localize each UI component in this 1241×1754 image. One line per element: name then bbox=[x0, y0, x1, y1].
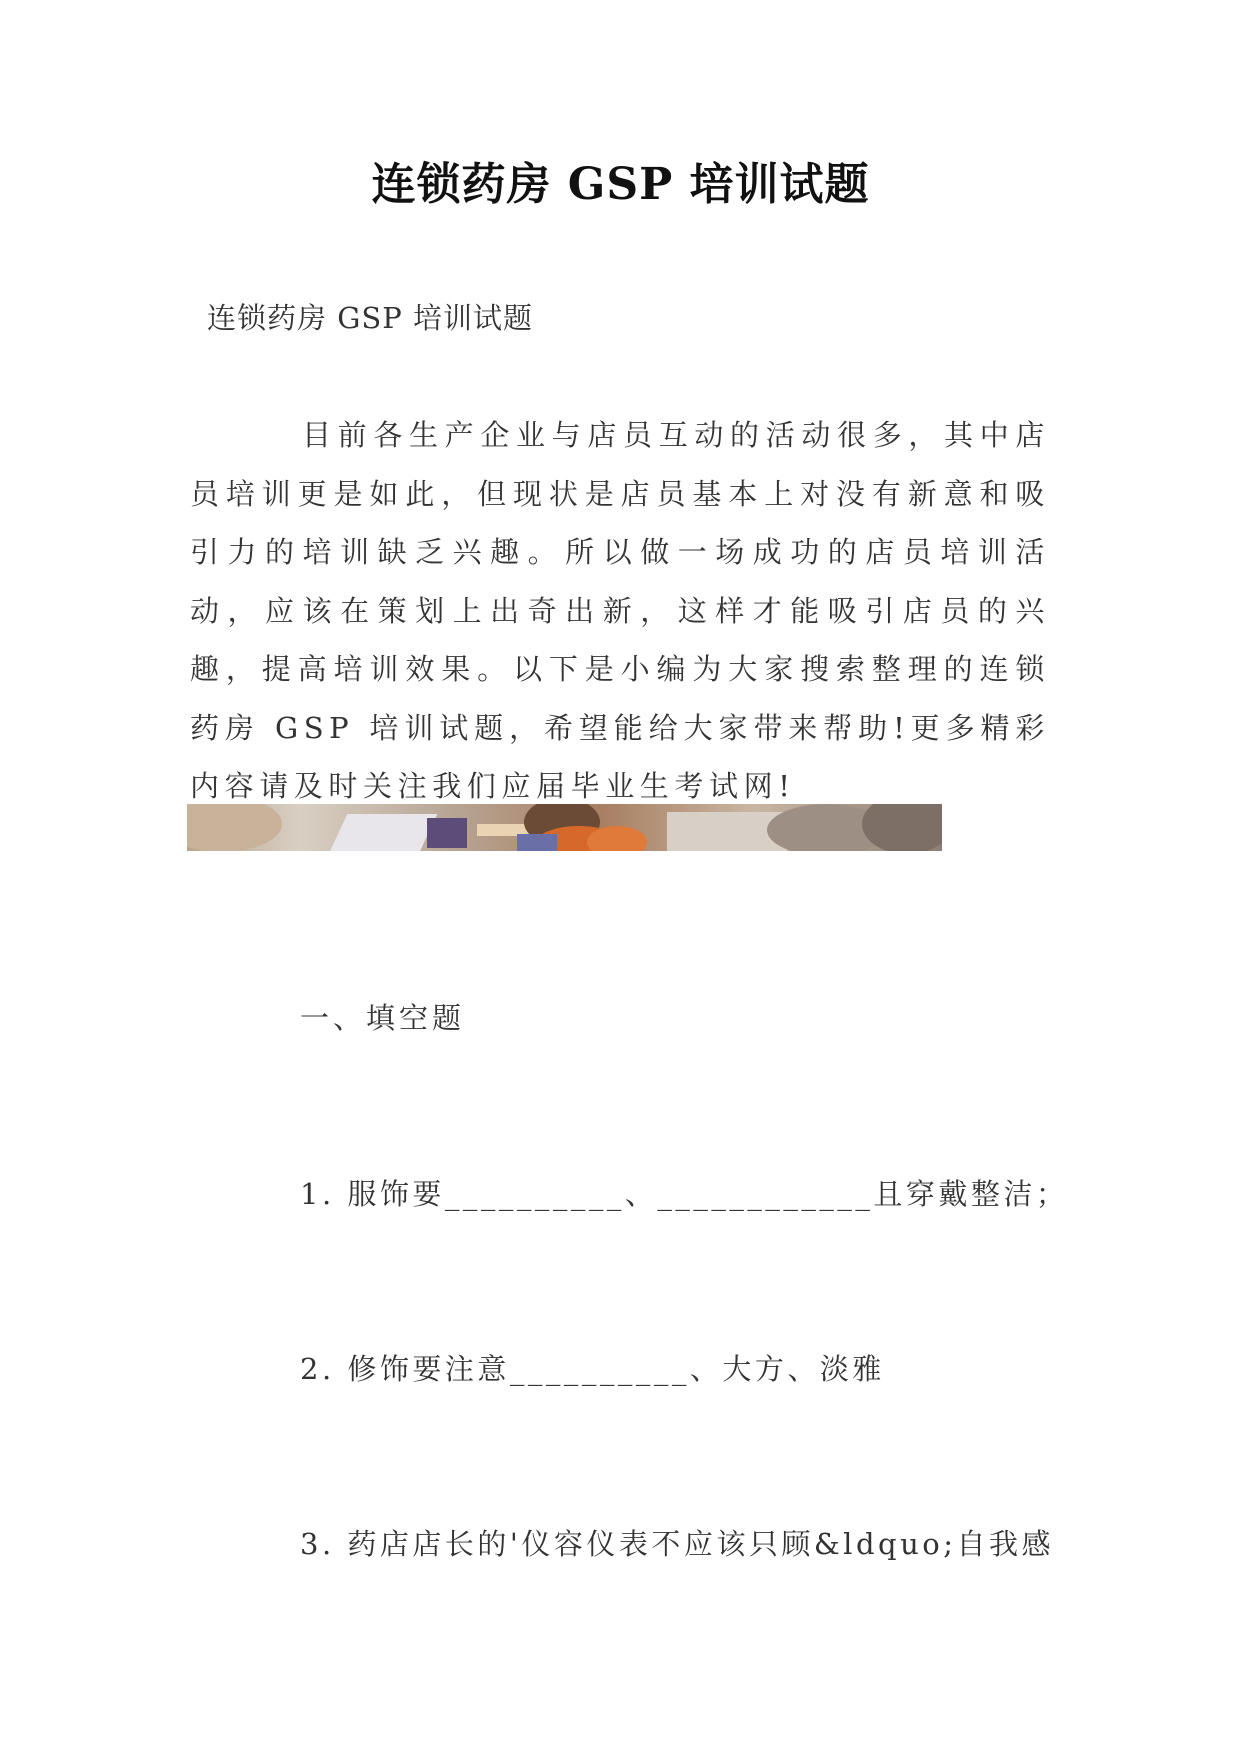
question-2: 2. 修饰要注意__________、大方、淡雅 bbox=[300, 1352, 885, 1386]
section-heading-fill-in: 一、填空题 bbox=[300, 1001, 466, 1035]
training-photo bbox=[187, 804, 942, 851]
question-1: 1. 服饰要__________、____________且穿戴整洁； bbox=[300, 1177, 1069, 1211]
intro-paragraph: 目前各生产企业与店员互动的活动很多，其中店员培训更是如此，但现状是店员基本上对没有新意和吸引力的培训缺乏兴趣。所以做一场成功的店员培训活动，应该在策划上出奇出新，这样才能吸引店员的兴趣，提高培训效果。以下是小编为大家搜索整理的连锁药房 GSP 培训试题，希望能给大家带来帮助!更多精彩内容请及时关注我们应届毕业生考试网! bbox=[190, 418, 1050, 803]
question-3: 3. 药店店长的'仪容仪表不应该只顾&ldquo;自我感 bbox=[300, 1527, 1054, 1561]
document-subtitle: 连锁药房 GSP 培训试题 bbox=[207, 301, 533, 335]
training-photo-image bbox=[187, 804, 942, 851]
document-title: 连锁药房 GSP 培训试题 bbox=[371, 159, 870, 210]
